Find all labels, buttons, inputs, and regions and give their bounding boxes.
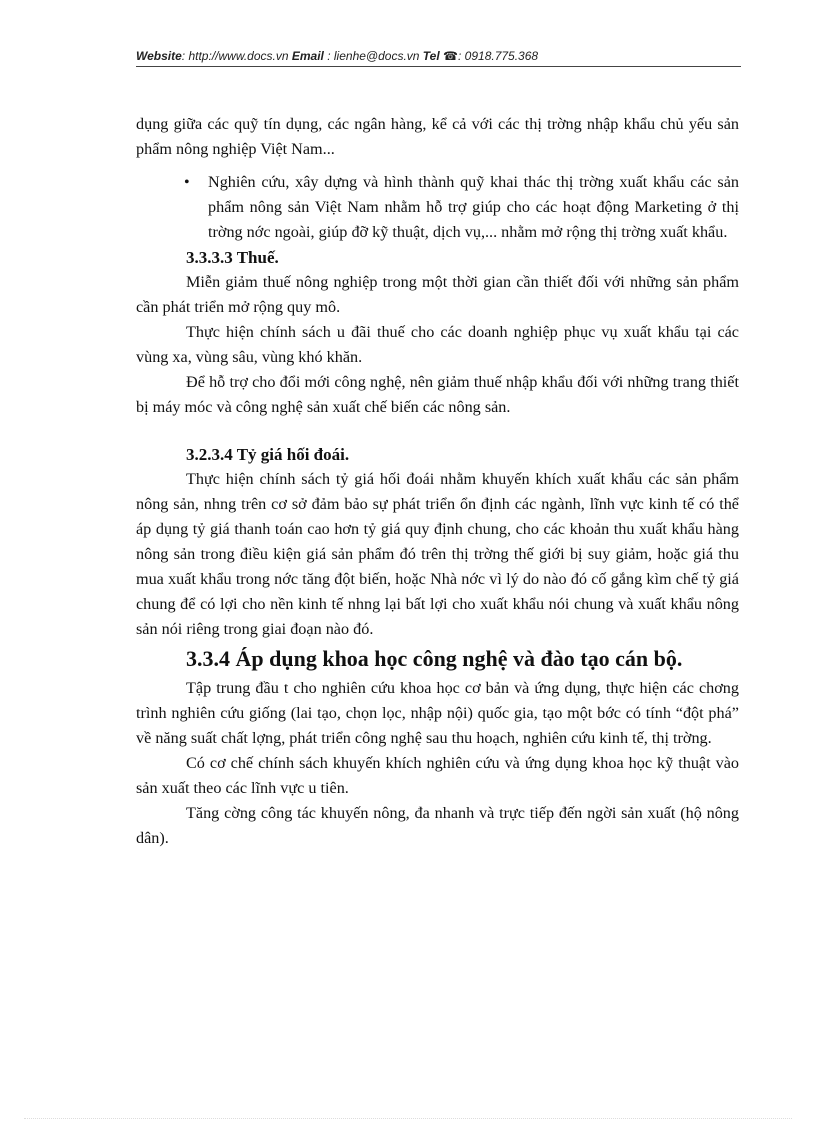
page-header [136, 49, 741, 63]
tax-paragraph: Thực hiện chính sách u đãi thuế cho các doanh nghiệp phục vụ xuất khẩu tại các vùng xa, vùng sâu, vùng khó khăn. [136, 323, 739, 366]
footer-divider [24, 1118, 792, 1119]
exchange-rate-paragraph: Thực hiện chính sách tỷ giá hối đoái nhằm khuyến khích xuất khẩu các sản phẩm nông sản, nhng trên cơ sở đảm bảo sự phát triển ổn định các ngành, lĩnh vực kinh tế có thể áp dụng tỷ giá thanh toán cao hơn tỷ giá quy định chung, cho các khoản thu xuất khẩu hàng nông sản trong điều kiện giá sản phẩm đó trên thị trờng thế giới bị suy giảm, hoặc giá thu mua xuất khẩu trong nớc tăng đột biến, hoặc Nhà nớc vì lý do nào đó cố gắng kìm chế tỷ giá chung để có lợi cho nền kinh tế nhng lại bất lợi cho xuất khẩu nói chung và xuất khẩu nông sản nói riêng trong giai đoạn nào đó. [136, 470, 739, 638]
email-label: Email [291, 49, 324, 63]
tel-value: : 0918.775.368 [458, 49, 539, 63]
website-label: Website [136, 49, 182, 63]
phone-icon: ☎ [443, 49, 458, 63]
tax-paragraph: Miễn giảm thuế nông nghiệp trong một thời gian cần thiết đối với những sản phẩm cần phát triển mở rộng quy mô. [136, 273, 739, 316]
bullet-text: Nghiên cứu, xây dựng và hình thành quỹ khai thác thị trờng xuất khẩu các sản phẩm nông sản Việt Nam nhằm hỗ trợ giúp cho các hoạt động Marketing ở thị trờng nớc ngoài, giúp đỡ kỹ thuật, dịch vụ,... nhằm mở rộng thị trờng xuất khẩu. [208, 173, 739, 241]
document-body [136, 112, 739, 851]
tax-heading: 3.3.3.3 Thuế. [186, 248, 279, 267]
tel-label: Tel [422, 49, 440, 63]
science-paragraph: Tập trung đầu t cho nghiên cứu khoa học cơ bản và ứng dụng, thực hiện các chơng trình nghiên cứu giống (lai tạo, chọn lọc, nhập nội) quốc gia, tạo một bớc có tính “đột phá” về năng suất chất lợng, phát triển công nghệ sau thu hoạch, nghiên cứu kinh tế, thị trờng. [136, 679, 739, 747]
section-heading: 3.3.4 Áp dụng khoa học công nghệ và đào tạo cán bộ. [186, 646, 683, 671]
continuation-paragraph: dụng giữa các quỹ tín dụng, các ngân hàng, kể cả với các thị trờng nhập khẩu chủ yếu sản phẩm nông nghiệp Việt Nam... [136, 115, 739, 158]
header-divider [136, 66, 741, 67]
website-value: : http://www.docs.vn [181, 49, 289, 63]
science-paragraph: Tăng cờng công tác khuyến nông, đa nhanh và trực tiếp đến ngời sản xuất (hộ nông dân). [136, 804, 739, 847]
exchange-rate-heading: 3.2.3.4 Tỷ giá hối đoái. [186, 445, 350, 464]
bullet-icon: • [184, 174, 190, 191]
email-value: : lienhe@docs.vn [327, 49, 420, 63]
spacer [136, 420, 739, 442]
science-paragraph: Có cơ chế chính sách khuyến khích nghiên cứu và ứng dụng khoa học kỹ thuật vào sản xuất theo các lĩnh vực u tiên. [136, 754, 739, 797]
tax-paragraph: Để hỗ trợ cho đổi mới công nghệ, nên giảm thuế nhập khẩu đối với những trang thiết bị máy móc và công nghệ sản xuất chế biến các nông sản. [136, 373, 739, 416]
bullet-item [136, 170, 739, 245]
